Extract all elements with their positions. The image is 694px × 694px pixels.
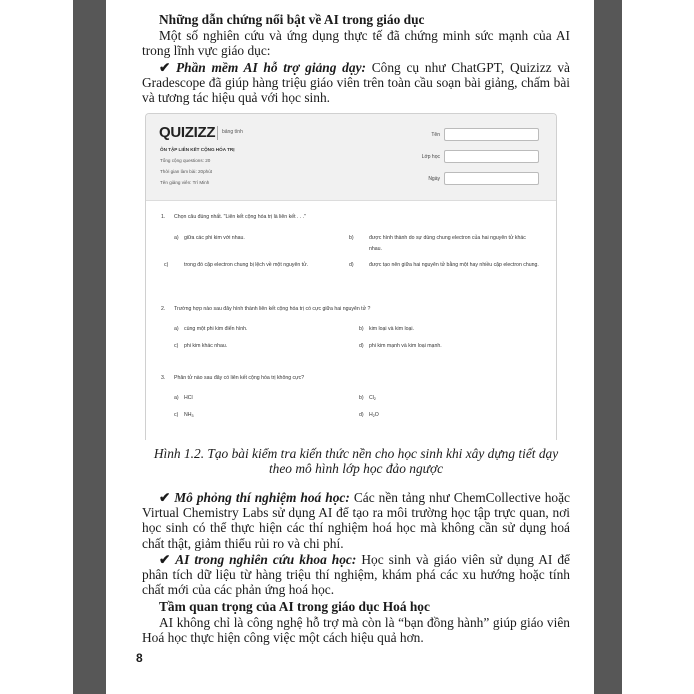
bullet-scientific-research xyxy=(142,552,570,598)
checkmark-icon: ✔ xyxy=(159,552,171,567)
q1-option-b: b) được hình thành do sự dùng chung electron của hai nguyên tử khác nhau. xyxy=(349,235,526,252)
name-field[interactable] xyxy=(444,128,539,141)
question-3: 3. Phân tử nào sau đây có liên kết cộng hóa trị không cực? xyxy=(161,375,305,381)
bullet-label: AI trong nghiên cứu khoa học: xyxy=(175,552,357,567)
q3-option-b: b) $Cl_2$ xyxy=(359,395,376,401)
question-text: Trường hợp nào sau đây hình thành liên kết cộng hóa trị có cực giữa hai nguyên tử ? xyxy=(174,306,371,312)
bullet-text: Công cụ như ChatGPT, Quizizz và Gradescope đã giúp hàng triệu giáo viên trên toàn cầu soạn bài giảng, chấm bài và tương tác hiệu quả với học sinh. xyxy=(142,60,570,106)
bullet-label: Mô phỏng thí nghiệm hoá học: xyxy=(174,490,350,505)
q3-option-c: c) $NH_3$ xyxy=(174,412,194,418)
checkmark-icon: ✔ xyxy=(159,490,171,505)
q2-option-a: a) cùng một phi kim điển hình. xyxy=(174,326,248,332)
date-field-label: Ngày xyxy=(428,176,440,182)
bullet-label: Phần mềm AI hỗ trợ giảng dạy: xyxy=(175,60,366,75)
name-field-label: Tên xyxy=(431,132,440,138)
question-2: 2. Trường hợp nào sau đây hình thành liên kết cộng hóa trị có cực giữa hai nguyên tử ? xyxy=(161,306,371,312)
q2-option-d: d) phi kim mạnh và kim loại mạnh. xyxy=(359,343,442,349)
intro-paragraph: Một số nghiên cứu và ứng dụng thực tế đã chứng minh sức mạnh của AI trong lĩnh vực giáo dục: xyxy=(142,28,570,59)
q2-option-c: c) phi kim khác nhau. xyxy=(174,343,228,349)
document-page xyxy=(106,0,594,694)
logo-subtitle: bảng tính xyxy=(222,129,243,135)
bullet-text: Học sinh và giáo viên sử dụng AI để phân tích dữ liệu từ hàng triệu thí nghiệm, khám phá các xu hướng hoặc tính chất mới của các phản ứng hoá học. xyxy=(142,552,570,598)
date-field[interactable] xyxy=(444,172,539,185)
checkmark-icon: ✔ xyxy=(159,60,171,75)
question-1: 1. Chọn câu đúng nhất. "Liên kết cộng hóa trị là liên kết . . ." xyxy=(161,214,307,220)
quiz-header xyxy=(146,114,556,201)
q3-option-d: d) $H_2O$ xyxy=(359,412,379,418)
quiz-meta-questions: Tổng cộng questions: 20 xyxy=(160,158,211,163)
q1-option-a: a) giữa các phi kim với nhau. xyxy=(174,235,245,241)
figure-caption: Hình 1.2. Tạo bài kiểm tra kiến thức nền cho học sinh khi xây dựng tiết dạy theo mô hình lớp học đảo ngược xyxy=(153,446,559,477)
class-field[interactable] xyxy=(444,150,539,163)
quizizz-logo: QUIZIZZ xyxy=(159,124,216,141)
q3-option-a: a) HCl xyxy=(174,395,193,401)
bullet-teaching-software xyxy=(142,60,570,106)
q2-option-b: b) kim loại và kim loại. xyxy=(359,326,414,332)
question-text: Phân tử nào sau đây có liên kết cộng hóa trị không cực? xyxy=(174,375,305,381)
logo-divider xyxy=(217,126,218,140)
bullet-chemistry-simulation xyxy=(142,490,570,551)
bullet-text: Các nền tảng như ChemCollective hoặc Virtual Chemistry Labs sử dụng AI để tạo ra môi trường học tập trực quan, nơi học sinh có thể thực hiện các thí nghiệm hoá học mà không cần sử dụng hoá chất thật, giảm thiểu rủi ro và chi phí. xyxy=(142,490,570,551)
class-field-label: Lớp học xyxy=(421,154,440,160)
q1-option-c: c) trong đó cặp electron chung bị lệch về một nguyên tử. xyxy=(164,262,309,268)
quiz-meta-teacher: Tên giảng viên: Trí Minh xyxy=(160,180,210,185)
quiz-title: ÔN TẬP LIÊN KẾT CỘNG HÓA TRỊ xyxy=(160,147,235,152)
q1-option-d: d) được tạo nên giữa hai nguyên tử bằng một hay nhiều cặp electron chung. xyxy=(349,262,539,268)
closing-paragraph: AI không chỉ là công nghệ hỗ trợ mà còn là “bạn đồng hành” giúp giáo viên Hoá học thực hiện công việc một cách hiệu quả hơn. xyxy=(142,615,570,646)
section-heading-importance: Tầm quan trọng của AI trong giáo dục Hoá học xyxy=(159,599,430,614)
page-number: 8 xyxy=(136,651,143,665)
question-text: Chọn câu đúng nhất. "Liên kết cộng hóa trị là liên kết . . ." xyxy=(174,214,307,220)
quiz-worksheet-figure xyxy=(145,113,557,440)
section-heading-evidence: Những dẫn chứng nổi bật về AI trong giáo dục xyxy=(159,12,425,27)
quiz-meta-time: Thời gian làm bài: 20phút xyxy=(160,169,213,174)
